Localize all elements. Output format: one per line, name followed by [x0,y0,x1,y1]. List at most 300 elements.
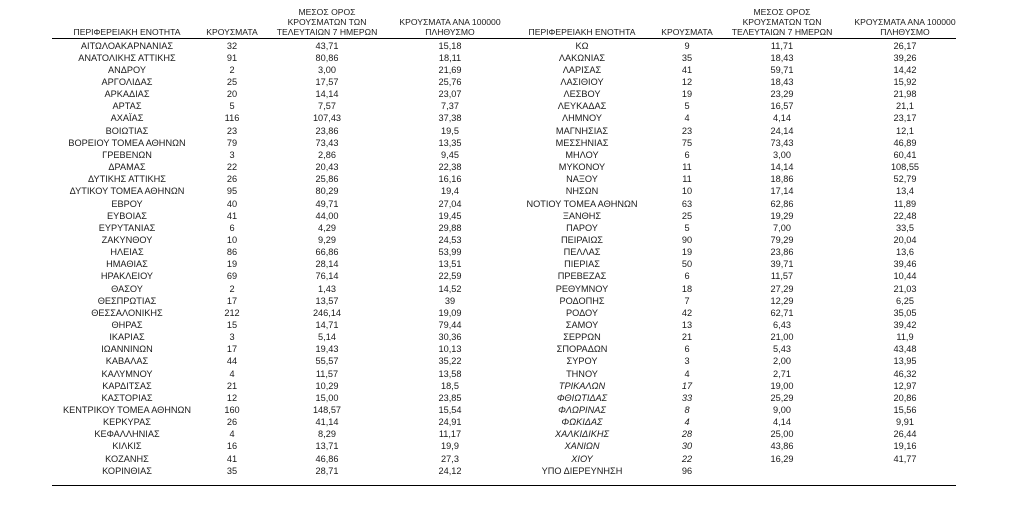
table-row [507,40,967,52]
cell-avg7: 11,57 [315,368,339,379]
cell-region: ΧΑΝΙΩΝ [564,441,600,452]
cell-per100k: 23,17 [893,113,917,124]
cell-cases: 4 [684,368,690,379]
cell-avg7: 148,57 [312,405,342,415]
cell-per100k: 11,89 [893,198,917,209]
cell-region: ΚΟΡΙΝΘΙΑΣ [102,465,152,476]
cell-cases: 90 [681,234,693,245]
cell-region: ΒΟΡΕΙΟΥ ΤΟΜΕΑ ΑΘΗΝΩΝ [68,137,186,148]
cell-per100k: 20,04 [893,234,917,245]
table-row [507,161,967,173]
cell-cases: 12 [681,77,693,87]
cell-region: ΚΕΡΚΥΡΑΣ [103,417,151,428]
cell-region: ΠΕΙΡΑΙΩΣ [561,234,603,245]
cell-region: ΗΛΕΙΑΣ [110,247,144,258]
header-rule [52,38,956,39]
cell-per100k: 15,18 [438,40,462,51]
cell-per100k: 13,58 [438,368,462,379]
cell-per100k: 24,12 [438,465,462,476]
cell-cases: 25 [226,77,238,87]
cell-cases: 33 [681,392,693,403]
table-row [507,319,967,331]
cell-region: ΛΑΚΩΝΙΑΣ [558,52,606,63]
cell-per100k: 19,5 [441,125,459,136]
cell-cases: 3 [229,332,235,343]
cell-avg7: 14,14 [315,89,339,100]
cell-region: ΘΕΣΠΡΩΤΙΑΣ [97,295,157,306]
cell-region: ΣΑΜΟΥ [565,319,599,330]
table-row [507,380,967,392]
table-row [507,355,967,367]
cell-avg7: 62,86 [770,198,794,209]
cell-avg7: 1,43 [318,283,336,294]
cell-region: ΡΟΔΟΥ [565,307,598,318]
cell-per100k: 10,13 [438,344,462,355]
table-row [52,404,512,416]
cell-region: ΤΗΝΟΥ [566,368,598,379]
cell-avg7: 19,29 [770,210,794,221]
cell-per100k: 46,89 [893,137,917,148]
table-row [52,198,512,210]
cell-avg7: 43,71 [315,40,339,51]
table-row [52,222,512,234]
cell-avg7: 2,00 [773,356,791,367]
cell-per100k: 15,54 [438,405,462,415]
cell-per100k: 24,53 [438,234,462,245]
cell-avg7: 7,00 [773,222,791,233]
cell-region: ΑΝΑΤΟΛΙΚΗΣ ΑΤΤΙΚΗΣ [78,52,176,63]
cell-region: ΜΑΓΝΗΣΙΑΣ [555,125,609,136]
table-row [52,125,512,137]
cell-cases: 35 [226,465,238,476]
cell-region: ΠΑΡΟΥ [566,222,598,233]
table-row [52,453,512,465]
cell-avg7: 21,00 [770,332,794,343]
cell-cases: 17 [226,295,238,306]
cell-avg7: 18,86 [770,174,794,185]
cell-region: ΑΡΤΑΣ [112,101,142,112]
table-row [507,76,967,88]
cell-per100k: 33,5 [896,222,914,233]
col-header-per100k: ΚΡΟΥΣΜΑΤΑ ΑΝΑ 100000 ΠΛΗΘΥΣΜΟ [399,17,501,37]
table-row [52,392,512,404]
table-row [507,185,967,197]
cell-avg7: 14,14 [770,162,794,172]
table-row [52,355,512,367]
cell-cases: 2 [229,64,235,75]
cell-region: ΑΧΑΪΑΣ [110,113,144,124]
col-header-per100k: ΚΡΟΥΣΜΑΤΑ ΑΝΑ 100000 ΠΛΗΘΥΣΜΟ [854,17,956,37]
cell-per100k: 19,4 [441,186,459,197]
cell-cases: 10 [226,234,238,245]
cell-region: ΧΙΟΥ [571,453,593,464]
cell-per100k: 13,35 [438,137,462,148]
cell-per100k: 39 [444,295,456,306]
cell-cases: 7 [684,295,690,306]
table-row [507,331,967,343]
cell-avg7: 9,00 [773,405,791,415]
cell-region: ΗΜΑΘΙΑΣ [106,259,148,270]
cell-cases: 17 [681,380,693,391]
cell-region: ΡΕΘΥΜΝΟΥ [555,283,609,294]
table-row [52,283,512,295]
cell-cases: 75 [681,137,693,148]
cell-region: ΝΗΣΩΝ [565,186,599,197]
cell-avg7: 43,86 [770,441,794,452]
cell-avg7: 23,29 [770,89,794,100]
cell-avg7: 80,29 [315,186,339,197]
cell-region: ΤΡΙΚΑΛΩΝ [558,380,606,391]
cell-avg7: 107,43 [312,113,342,124]
cell-region: ΚΩ [575,40,589,51]
cell-avg7: 66,86 [315,247,339,258]
cell-per100k: 52,79 [893,174,917,185]
cell-avg7: 2,86 [318,149,336,160]
cell-per100k: 21,69 [438,64,462,75]
table-row [52,52,512,64]
cell-per100k: 46,32 [893,368,917,379]
cell-per100k: 19,45 [438,210,462,221]
cell-region: ΖΑΚΥΝΘΟΥ [101,234,153,245]
cell-avg7: 23,86 [315,125,339,136]
cell-region: ΝΟΤΙΟΥ ΤΟΜΕΑ ΑΘΗΝΩΝ [526,198,638,209]
cell-per100k: 12,97 [893,380,917,391]
cell-avg7: 20,43 [315,162,339,172]
cell-per100k: 30,36 [438,332,462,343]
cell-region: ΚΑΡΔΙΤΣΑΣ [102,380,152,391]
cell-cases: 44 [226,356,238,367]
cell-region: ΡΟΔΟΠΗΣ [559,295,605,306]
cell-avg7: 79,29 [770,234,794,245]
cell-avg7: 6,43 [773,319,791,330]
cell-per100k: 26,17 [893,40,917,51]
table-row [52,88,512,100]
cell-avg7: 44,00 [315,210,339,221]
cell-per100k: 22,59 [438,271,462,282]
cell-per100k: 21,1 [896,101,914,112]
cell-region: ΦΘΙΩΤΙΔΑΣ [556,392,608,403]
cell-cases: 11 [682,174,692,185]
table-row [52,76,512,88]
cell-region: ΚΑΒΑΛΑΣ [105,356,149,367]
cell-avg7: 59,71 [770,64,794,75]
cell-avg7: 27,29 [770,283,794,294]
cell-cases: 12 [226,392,238,403]
cell-region: ΧΑΛΚΙΔΙΚΗΣ [554,429,610,440]
cell-cases: 3 [684,356,690,367]
table-row [52,380,512,392]
table-row [507,440,967,452]
cell-cases: 35 [681,52,693,63]
cell-cases: 9 [684,40,690,51]
table-row [507,222,967,234]
table-row [507,112,967,124]
cell-cases: 16 [226,441,238,452]
cell-cases: 13 [681,319,693,330]
cell-cases: 23 [226,125,238,136]
cell-region: ΝΑΞΟΥ [566,174,598,185]
cell-per100k: 60,41 [893,149,917,160]
cell-region: ΜΗΛΟΥ [565,149,599,160]
cell-per100k: 19,16 [893,441,917,452]
table-row [52,416,512,428]
cell-cases: 22 [681,453,693,464]
cell-region: ΦΛΩΡΙΝΑΣ [558,405,606,415]
cell-avg7: 12,29 [770,295,794,306]
cell-region: ΕΥΡΥΤΑΝΙΑΣ [98,222,156,233]
cell-region: ΣΥΡΟΥ [566,356,598,367]
cell-region: ΔΥΤΙΚΟΥ ΤΟΜΕΑ ΑΘΗΝΩΝ [69,186,185,197]
table-row [52,173,512,185]
cell-cases: 8 [684,405,690,415]
cell-per100k: 13,51 [438,259,462,270]
table-row [507,173,967,185]
cell-avg7: 55,57 [315,356,339,367]
cell-per100k: 13,6 [896,247,914,258]
table-row [507,392,967,404]
cell-avg7: 7,57 [318,101,336,112]
col-header-cases: ΚΡΟΥΣΜΑΤΑ [661,27,713,37]
table-row [52,295,512,307]
cell-cases: 5 [684,222,690,233]
cell-avg7: 17,57 [315,77,339,87]
cell-cases: 160 [224,405,240,415]
cell-avg7: 15,00 [315,392,339,403]
cell-avg7: 80,86 [315,52,339,63]
cell-per100k: 23,07 [438,89,462,100]
cell-avg7: 28,71 [315,465,339,476]
cell-avg7: 76,14 [315,271,339,282]
cell-avg7: 23,86 [770,247,794,258]
cell-avg7: 5,14 [318,332,336,343]
cell-region: ΠΡΕΒΕΖΑΣ [557,271,607,282]
col-header-avg7: ΜΕΣΟΣ ΟΡΟΣ ΚΡΟΥΣΜΑΤΩΝ ΤΩΝ ΤΕΛΕΥΤΑΙΩΝ 7 ΗΜΕΡΩΝ [276,7,378,37]
table-row [52,210,512,222]
cell-cases: 95 [226,186,238,197]
cell-cases: 4 [684,417,690,428]
cell-cases: 26 [226,417,238,428]
table-row [52,64,512,76]
table-row [52,112,512,124]
cell-region: ΑΡΚΑΔΙΑΣ [104,89,150,100]
cell-cases: 41 [226,453,238,464]
cell-avg7: 3,00 [773,149,791,160]
cell-region: ΑΙΤΩΛΟΑΚΑΡΝΑΝΙΑΣ [80,40,174,51]
cell-avg7: 28,14 [315,259,339,270]
cell-avg7: 8,29 [318,429,336,440]
cell-avg7: 19,43 [315,344,339,355]
table-row [52,149,512,161]
cell-cases: 63 [681,198,693,209]
cell-region: ΛΑΣΙΘΙΟΥ [560,77,604,87]
cell-avg7: 3,00 [318,64,336,75]
cell-cases: 2 [229,283,235,294]
table-row [507,88,967,100]
cell-cases: 6 [229,222,235,233]
cell-avg7: 4,29 [318,222,336,233]
cell-cases: 25 [681,210,693,221]
cell-avg7: 13,71 [315,441,339,452]
cell-region: ΓΡΕΒΕΝΩΝ [102,149,152,160]
cell-avg7: 24,14 [770,125,794,136]
cell-per100k: 9,91 [896,417,914,428]
cell-avg7: 49,71 [315,198,339,209]
table-row [507,295,967,307]
table-row [507,270,967,282]
cell-per100k: 16,16 [438,174,462,185]
cell-avg7: 19,00 [770,380,794,391]
cell-per100k: 39,26 [893,52,917,63]
bottom-rule [52,485,956,486]
cell-per100k: 23,85 [438,392,462,403]
cell-per100k: 39,42 [893,319,917,330]
cell-avg7: 11,71 [770,40,794,51]
cell-cases: 4 [229,368,235,379]
table-row [507,64,967,76]
cell-avg7: 11,57 [770,271,794,282]
cell-region: ΕΒΡΟΥ [111,198,143,209]
cell-cases: 41 [226,210,238,221]
cell-per100k: 14,42 [893,64,917,75]
cell-per100k: 53,99 [438,247,462,258]
cell-cases: 3 [229,149,235,160]
cell-avg7: 16,57 [770,101,794,112]
table-row [52,161,512,173]
cell-avg7: 4,14 [773,417,791,428]
cell-region: ΥΠΟ ΔΙΕΡΕΥΝΗΣΗ [541,465,623,476]
table-row [507,416,967,428]
cell-cases: 19 [226,259,238,270]
cell-region: ΣΕΡΡΩΝ [563,332,601,343]
cell-cases: 40 [226,198,238,209]
cell-region: ΚΟΖΑΝΗΣ [105,453,149,464]
cell-region: ΙΩΑΝΝΙΝΩΝ [101,344,153,355]
cell-per100k: 19,9 [441,441,459,452]
cell-region: ΠΕΛΛΑΣ [563,247,601,258]
cell-region: ΕΥΒΟΙΑΣ [107,210,147,221]
cell-cases: 28 [681,429,693,440]
cell-cases: 79 [226,137,238,148]
cell-avg7: 13,57 [315,295,339,306]
cell-cases: 21 [226,380,238,391]
cell-cases: 5 [229,101,235,112]
cell-per100k: 26,44 [893,429,917,440]
cell-avg7: 18,43 [770,77,794,87]
cell-avg7: 18,43 [770,52,794,63]
cell-cases: 96 [681,465,693,476]
cell-cases: 41 [681,64,693,75]
table-row [507,368,967,380]
table-row [52,307,512,319]
cell-per100k: 79,44 [438,319,462,330]
cell-cases: 11 [682,162,692,172]
cell-region: ΚΑΛΥΜΝΟΥ [101,368,153,379]
table-row [52,465,512,477]
cell-avg7: 62,71 [770,307,794,318]
cell-region: ΚΕΦΑΛΛΗΝΙΑΣ [94,429,160,440]
table-row [507,453,967,465]
cell-region: ΛΕΥΚΑΔΑΣ [557,101,607,112]
cell-per100k: 18,11 [438,52,462,63]
table-row [52,185,512,197]
cell-cases: 6 [684,271,690,282]
cell-cases: 116 [224,113,240,124]
cell-per100k: 18,5 [441,380,459,391]
table-row [507,246,967,258]
cell-per100k: 10,44 [893,271,917,282]
table-row [52,270,512,282]
cell-region: ΞΑΝΘΗΣ [562,210,602,221]
cell-avg7: 9,29 [318,234,336,245]
cell-per100k: 24,91 [438,417,462,428]
cell-per100k: 19,09 [438,307,462,318]
cell-per100k: 15,92 [893,77,917,87]
cell-avg7: 25,86 [315,174,339,185]
table-row [52,319,512,331]
cell-avg7: 4,14 [773,113,791,124]
cell-per100k: 11,9 [896,332,914,343]
cell-per100k: 14,52 [438,283,462,294]
cell-per100k: 6,25 [896,295,914,306]
table-row [507,258,967,270]
table-row [507,210,967,222]
cell-region: ΛΕΣΒΟΥ [563,89,601,100]
table-row [52,258,512,270]
table-row [52,440,512,452]
table-row [507,343,967,355]
cell-avg7: 17,14 [770,186,794,197]
cell-region: ΚΙΛΚΙΣ [112,441,142,452]
cell-cases: 91 [226,52,238,63]
cell-region: ΘΗΡΑΣ [111,319,143,330]
cell-region: ΗΡΑΚΛΕΙΟΥ [100,271,154,282]
cell-per100k: 22,48 [893,210,917,221]
cell-region: ΦΩΚΙΔΑΣ [561,417,603,428]
table-row [52,137,512,149]
col-header-cases: ΚΡΟΥΣΜΑΤΑ [206,27,258,37]
cell-per100k: 27,04 [438,198,462,209]
cell-cases: 5 [684,101,690,112]
table-row [507,125,967,137]
cell-cases: 22 [226,162,238,172]
cell-per100k: 15,56 [893,405,917,415]
cell-per100k: 13,95 [893,356,917,367]
cell-cases: 32 [226,40,238,51]
col-header-region: ΠΕΡΙΦΕΡΕΙΑΚΗ ΕΝΟΤΗΤΑ [528,27,636,37]
cell-cases: 4 [684,113,690,124]
cell-cases: 19 [681,89,693,100]
table-row [507,234,967,246]
cell-avg7: 25,29 [770,392,794,403]
cell-avg7: 10,29 [315,380,339,391]
cell-per100k: 35,05 [893,307,917,318]
cell-per100k: 22,38 [438,162,462,172]
cell-avg7: 16,29 [770,453,794,464]
table-row [507,307,967,319]
table-row [507,428,967,440]
cell-region: ΘΑΣΟΥ [111,283,143,294]
cell-cases: 17 [226,344,238,355]
table-row [507,100,967,112]
cell-per100k: 20,86 [893,392,917,403]
table-row [52,40,512,52]
cell-per100k: 25,76 [438,77,462,87]
cell-cases: 26 [226,174,238,185]
cell-region: ΘΕΣΣΑΛΟΝΙΚΗΣ [91,307,163,318]
table-row [52,246,512,258]
cell-per100k: 13,4 [896,186,914,197]
cell-region: ΣΠΟΡΑΔΩΝ [556,344,608,355]
